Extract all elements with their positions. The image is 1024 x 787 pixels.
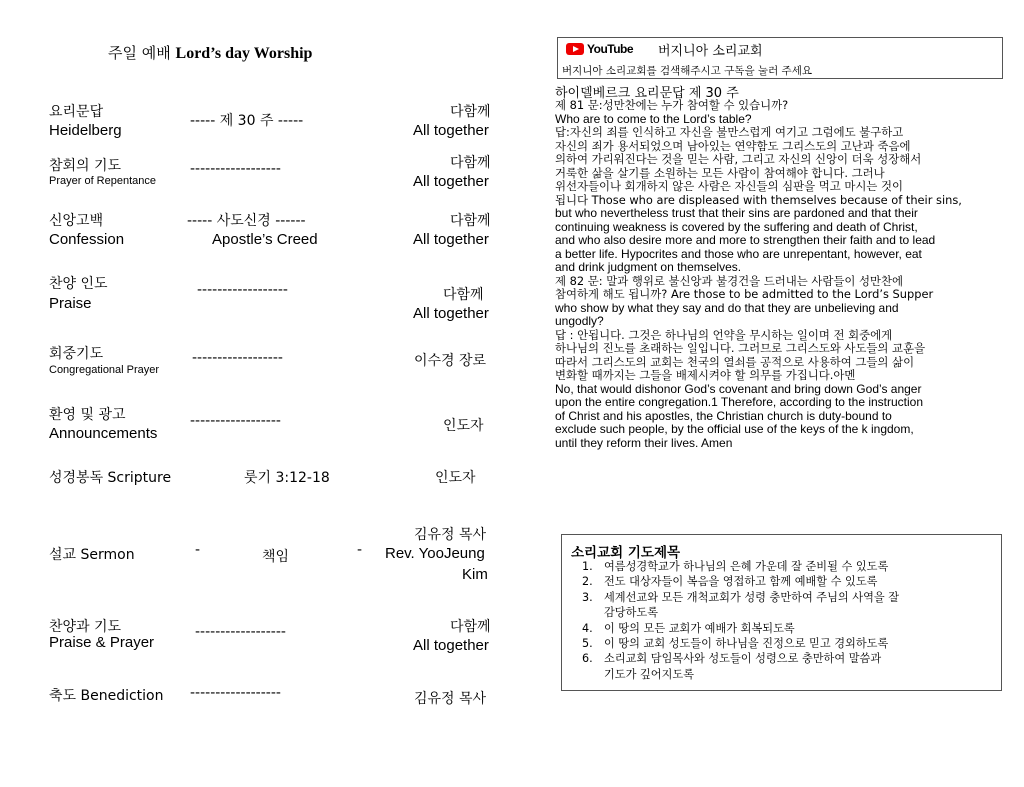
catechism-line: 참여하게 해도 됩니까? Are those to be admitted to the Lord’s Supper (555, 288, 934, 301)
order-item-leader: 다함께 (450, 213, 491, 229)
catechism-line: 제 81 문:성만찬에는 누가 참여할 수 있습니까? (555, 99, 789, 112)
order-item-leader: 인도자 (443, 418, 484, 434)
prayer-title: 소리교회 기도제목 (571, 545, 681, 561)
catechism-line: Who are to come to the Lord’s table? (555, 112, 752, 126)
order-item-middle: - (195, 542, 201, 558)
catechism-line: 변화할 때까지는 그들을 배제시켜야 할 의무를 가집니다.아멘 (555, 369, 856, 382)
order-item-middle: ------------------ (197, 282, 288, 298)
order-item-middle: ------------------ (192, 350, 283, 366)
youtube-banner (557, 37, 1003, 79)
order-item-middle: ------------------ (190, 685, 281, 701)
order-item-middle: - (357, 542, 363, 558)
prayer-item (582, 559, 899, 574)
order-item-label-ko: 요리문답 (49, 104, 104, 120)
order-item-leader: 인도자 (435, 470, 476, 486)
prayer-item-text: 기도가 깊어지도록 (604, 667, 695, 681)
order-item-leader: 이수경 장로 (414, 353, 487, 369)
catechism-line: of Christ and his apostles, the Christian church is duty-bound to (555, 409, 892, 423)
catechism-line: 답:자신의 죄를 인식하고 자신을 불만스럽게 여기고 그럼에도 불구하고 (555, 126, 904, 139)
heidelberg-text (555, 99, 1005, 450)
order-item-leader: 다함께 (443, 287, 484, 303)
youtube-logo-text: YouTube (587, 42, 634, 56)
title-english: Lord’s day Worship (175, 45, 313, 62)
catechism-line: and drink judgment on themselves. (555, 261, 742, 274)
catechism-line: who show by what they say and do that they are unbelieving and (555, 301, 899, 315)
order-item-label-ko: 찬양과 기도 (49, 619, 122, 635)
catechism-line: 답 : 안됩니다. 그것은 하나님의 언약을 무시하는 일이며 전 회중에게 (555, 328, 893, 342)
catechism-line: 됩니다 Those who are displeased with themselves because of their sins, (555, 193, 962, 207)
subscribe-note: 버지니아 소리교회를 검색해주시고 구독을 눌러 주세요 (562, 65, 812, 77)
sermon-title: 책임 (262, 549, 290, 565)
catechism-line: 의하여 가리워진다는 것을 믿는 사람, 그리고 자신의 신앙이 더욱 성장해서 (555, 153, 922, 166)
youtube-logo (566, 42, 634, 56)
prayer-item (582, 636, 899, 651)
prayer-item-text: 소리교회 담임목사와 성도들이 성령으로 충만하여 말씀과 (604, 652, 882, 666)
prayer-item-text: 세계선교와 모든 개척교회가 성령 충만하여 주님의 사역을 잘 (604, 590, 900, 604)
order-item-label-ko: 축도 Benediction (49, 688, 164, 704)
order-item-leader-en: Kim (462, 566, 488, 583)
order-item-leader: 김유정 목사 (414, 527, 487, 543)
heidelberg-title: 하이델베르크 요리문답 제 30 주 (555, 86, 739, 101)
prayer-list (582, 559, 899, 682)
catechism-line: until they reform their lives. Amen (555, 436, 733, 450)
order-item-leader-en: All together (413, 122, 489, 139)
title-korean: 주일 예배 (108, 44, 171, 62)
catechism-line: 하나님의 진노를 초래하는 일입니다. 그러므로 그리스도와 사도들의 교훈을 (555, 342, 926, 355)
order-item-label-en: Confession (49, 231, 125, 248)
order-item-label-ko: 참회의 기도 (49, 158, 122, 174)
prayer-item (582, 621, 899, 636)
prayer-item (582, 590, 899, 621)
bulletin-title (108, 42, 312, 63)
order-item-leader-en: All together (413, 231, 489, 248)
order-item-label-ko: 설교 Sermon (49, 547, 135, 563)
order-item-label-ko: 신앙고백 (49, 213, 104, 229)
prayer-item (582, 574, 899, 589)
order-item-label-en: Congregational Prayer (49, 364, 160, 376)
catechism-line: but who nevertheless trust that their sins are pardoned and that their (555, 207, 918, 220)
order-item-middle-en: Apostle’s Creed (212, 231, 318, 248)
prayer-item-number: 3. (582, 590, 593, 604)
prayer-item-text: 이 땅의 모든 교회가 예배가 회복되도록 (604, 621, 795, 635)
order-item-leader-en: All together (413, 305, 489, 322)
order-item-label-en: Praise & Prayer (49, 634, 155, 651)
catechism-line: and who also desire more and more to strengthen their faith and to lead (555, 234, 936, 247)
order-item-middle: ----- 사도신경 ------ (187, 213, 306, 229)
catechism-line: upon the entire congregation.1 Therefore, according to the instruction (555, 396, 924, 409)
catechism-line: continuing weakness is covered by the suffering and death of Christ, (555, 220, 918, 234)
scripture-reference: 룻기 3:12-18 (244, 470, 330, 486)
order-item-label-ko: 회중기도 (49, 346, 104, 362)
order-item-label-ko: 찬양 인도 (49, 276, 108, 292)
order-item-middle: ------------------ (195, 624, 286, 640)
catechism-line: a better life. Hypocrites and those who are unrepentant, however, eat (555, 247, 922, 261)
catechism-line: 거룩한 삶을 살기를 소원하는 모든 사람이 참여해야 합니다. 그러나 (555, 166, 885, 180)
order-item-middle: ------------------ (190, 161, 281, 177)
order-item-label-en: Announcements (49, 425, 158, 442)
prayer-item (582, 651, 899, 682)
catechism-line: ungodly? (555, 315, 604, 328)
channel-name: 버지니아 소리교회 (658, 44, 763, 59)
order-item-leader-en: Rev. YooJeung (385, 545, 485, 562)
order-item-label-ko: 성경봉독 Scripture (49, 470, 172, 486)
order-item-label-ko: 환영 및 광고 (49, 407, 126, 423)
order-item-leader-en: All together (413, 637, 489, 654)
catechism-line: No, that would dishonor God’s covenant and bring down God’s anger (555, 382, 922, 396)
order-item-middle: ------------------ (190, 413, 281, 429)
order-item-label-en: Prayer of Repentance (49, 175, 157, 187)
prayer-item-text: 전도 대상자들이 복음을 영접하고 함께 예배할 수 있도록 (604, 575, 878, 589)
order-item-leader: 김유정 목사 (414, 691, 487, 707)
catechism-line: exclude such people, by the official use of the keys of the k ingdom, (555, 423, 914, 436)
prayer-item-number: 4. (582, 621, 593, 635)
prayer-item-text: 감당하도록 (604, 606, 659, 620)
prayer-item-text: 이 땅의 교회 성도들이 하나님을 진정으로 믿고 경외하도록 (604, 637, 889, 651)
order-item-label-en: Praise (49, 295, 92, 312)
order-item-middle: ----- 제 30 주 ----- (190, 113, 304, 129)
order-item-leader: 다함께 (450, 104, 491, 120)
prayer-requests-box (561, 534, 1002, 691)
prayer-item-text: 여름성경학교가 하나님의 은혜 가운데 잘 준비될 수 있도록 (604, 560, 889, 573)
catechism-line: 제 82 문: 말과 행위로 불신앙과 불경건을 드러내는 사람들이 성만찬에 (555, 274, 904, 288)
prayer-item-number: 2. (582, 575, 593, 589)
prayer-item-number: 6. (582, 652, 593, 666)
order-item-leader: 다함께 (450, 155, 491, 171)
catechism-line: 따라서 그리스도의 교회는 천국의 열쇠를 공적으로 사용하여 그들의 삶이 (555, 355, 915, 369)
order-item-leader: 다함께 (450, 619, 491, 635)
catechism-line: 위선자들이나 회개하지 않은 사람은 자신들의 심판을 먹고 마시는 것이 (555, 180, 904, 193)
catechism-line: 자신의 죄가 용서되었으며 남아있는 연약함도 그리스도의 고난과 죽음에 (555, 139, 911, 153)
prayer-item-number: 1. (582, 560, 593, 573)
order-item-label-en: Heidelberg (49, 122, 122, 139)
order-item-leader-en: All together (413, 173, 489, 190)
prayer-item-number: 5. (582, 637, 593, 651)
youtube-play-icon (566, 43, 584, 55)
